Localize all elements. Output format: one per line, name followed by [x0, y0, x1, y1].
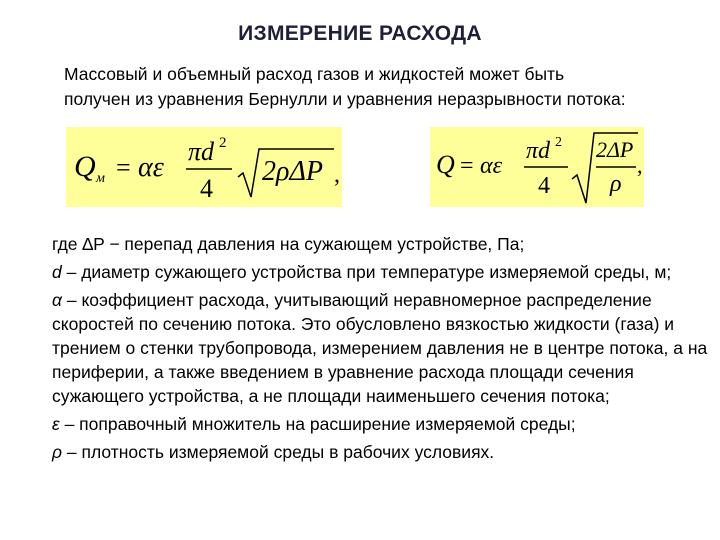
formula-lhs: Q	[436, 150, 455, 179]
formula-numerator-exponent: 2	[555, 135, 562, 150]
definition-text: − перепад давления на сужающем устройстве, Па;	[104, 234, 525, 254]
formula-lhs: Q	[74, 150, 96, 183]
formula-coefficient: αε	[138, 152, 164, 183]
formula-radicand: 2ρΔP	[262, 156, 323, 187]
definition-text: – поправочный множитель на расширение измеряемой среды;	[59, 414, 576, 434]
formula-equals: =	[460, 153, 474, 179]
definition-item	[52, 440, 712, 464]
definition-symbol: d	[52, 262, 62, 282]
formula-trailing-comma: ,	[334, 162, 340, 188]
mass-flow-formula-svg	[66, 127, 342, 207]
definition-text: – плотность измеряемой среды в рабочих условиях.	[62, 442, 495, 462]
definition-item	[52, 288, 712, 408]
definition-item	[52, 412, 712, 436]
definition-text: – диаметр сужающего устройства при температуре измеряемой среды, м;	[61, 262, 672, 282]
page-title: ИЗМЕРЕНИЕ РАСХОДА	[238, 22, 482, 45]
formula-lhs-subscript: м	[96, 171, 105, 186]
definition-text: – коэффициент расхода, учитывающий неравномерное распределение скоростей по сечению потока. Это обусловлено вязкостью жидкости (газа) и трением о стенки трубопровода, измерением давления не в центре потока, а на периферии, а также введением в уравнение расхода площади сечения сужающего устройства, а не площади наименьшего сечения потока;	[52, 290, 708, 406]
volume-flow-formula-svg	[430, 127, 644, 207]
volume-flow-formula	[430, 127, 644, 207]
formula-fraction-numerator: πd	[526, 138, 551, 164]
intro-line-1: Массовый и объемный расход газов и жидкостей может быть	[64, 64, 565, 84]
definition-item	[52, 260, 712, 284]
formula-root-numerator: 2ΔP	[596, 137, 634, 162]
formula-equals: =	[116, 153, 131, 182]
formula-fraction-numerator: πd	[188, 137, 215, 166]
definition-symbol: ρ	[52, 442, 63, 462]
intro-paragraph	[64, 62, 714, 112]
definition-symbol: где ∆P	[52, 234, 105, 254]
formula-root-denominator: ρ	[610, 171, 622, 197]
mass-flow-formula	[66, 127, 342, 207]
intro-line-2: получен из уравнения Бернулли и уравнения неразрывности потока:	[64, 89, 626, 109]
formula-numerator-exponent: 2	[219, 135, 227, 151]
definition-symbol: α	[52, 290, 62, 310]
formula-fraction-denominator: 4	[200, 174, 213, 203]
formula-fraction-denominator: 4	[538, 173, 550, 199]
formula-trailing-comma: ,	[637, 153, 643, 178]
definition-symbol: ε	[52, 414, 60, 434]
definitions-list	[52, 232, 712, 468]
definition-item	[52, 232, 712, 256]
formula-coefficient: αε	[480, 153, 503, 179]
